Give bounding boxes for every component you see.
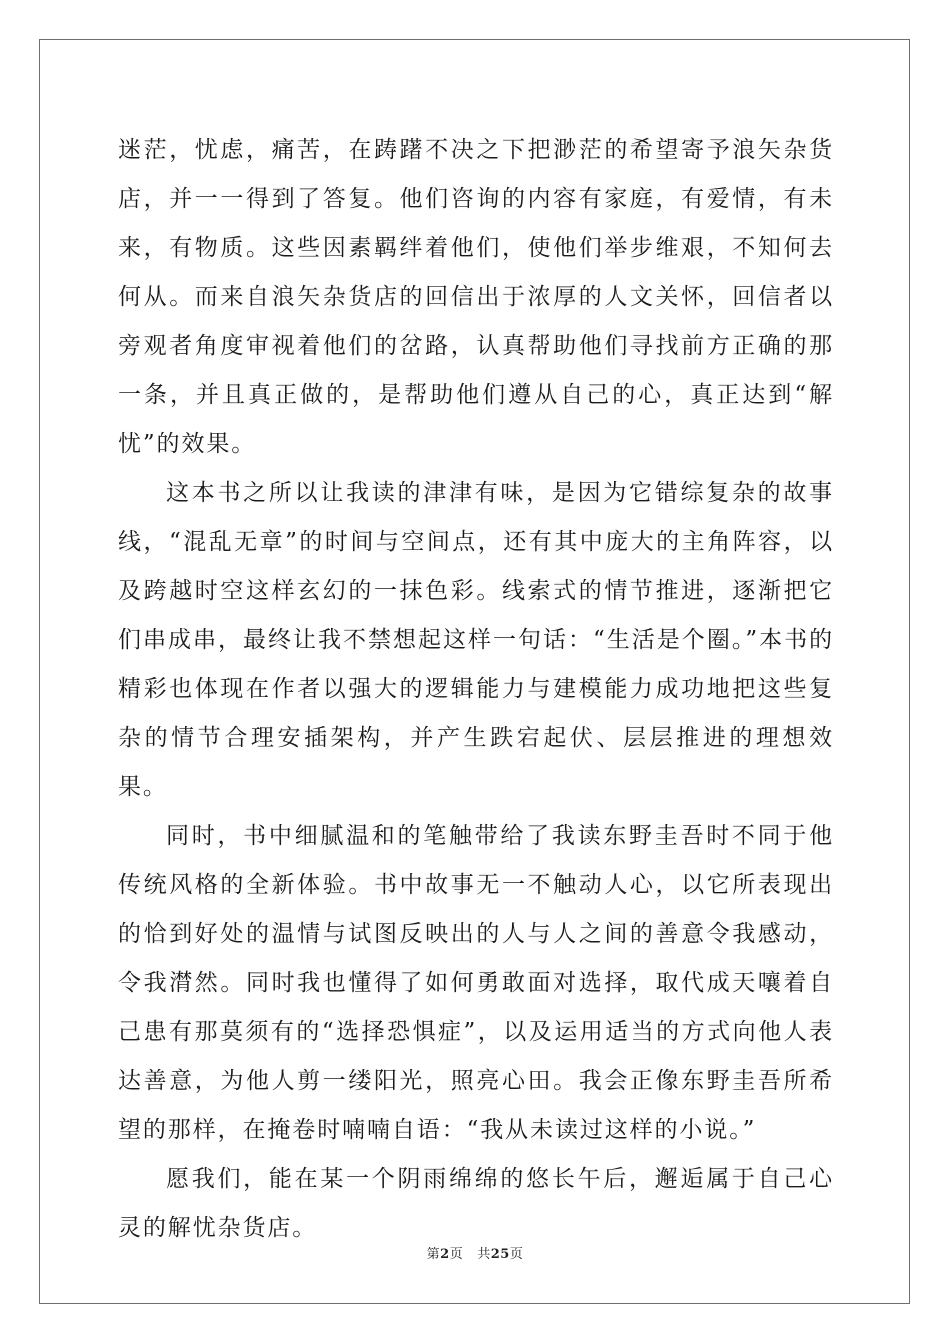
- paragraph-3: 同时，书中细腻温和的笔触带给了我读东野圭吾时不同于他传统风格的全新体验。书中故事无一不触动人心，以它所表现出的恰到好处的温情与试图反映出的人与人之间的善意令我感动，令我潸然。同时我也懂得了如何勇敢面对选择，取代成天嚷着自己患有那莫须有的“选择恐惧症”，以及运用适当的方式向他人表达善意，为他人剪一缕阳光，照亮心田。我会正像东野圭吾所希望的那样，在掩卷时喃喃自语：“我从未读过这样的小说。”: [118, 823, 834, 1143]
- document-body: [118, 126, 834, 1253]
- paragraph-2: 这本书之所以让我读的津津有味，是因为它错综复杂的故事线，“混乱无章”的时间与空间点，还有其中庞大的主角阵容，以及跨越时空这样玄幻的一抹色彩。线索式的情节推进，逐渐把它们串成串，最终让我不禁想起这样一句话：“生活是个圈。”本书的精彩也体现在作者以强大的逻辑能力与建模能力成功地把这些复杂的情节合理安插架构，并产生跌宕起伏、层层推进的理想效果。: [118, 480, 834, 800]
- page-number-prefix: 第: [426, 1247, 441, 1262]
- page-number-suffix: 页: [449, 1247, 464, 1262]
- paragraph-1: 迷茫，忧虑，痛苦，在踌躇不决之下把渺茫的希望寄予浪矢杂货店，并一一得到了答复。他们咨询的内容有家庭，有爱情，有未来，有物质。这些因素羁绊着他们，使他们举步维艰，不知何去何从。而来自浪矢杂货店的回信出于浓厚的人文关怀，回信者以旁观者角度审视着他们的岔路，认真帮助他们寻找前方正确的那一条，并且真正做的，是帮助他们遵从自己的心，真正达到“解忧”的效果。: [118, 137, 834, 457]
- page-footer: [0, 1243, 950, 1262]
- total-pages-prefix: 共: [477, 1247, 491, 1262]
- paragraph-4: 愿我们，能在某一个阴雨绵绵的悠长午后，邂逅属于自己心灵的解忧杂货店。: [118, 1166, 834, 1241]
- total-pages-suffix: 页: [509, 1247, 524, 1262]
- total-pages: 25: [490, 1247, 510, 1262]
- page-number: 2: [440, 1247, 450, 1262]
